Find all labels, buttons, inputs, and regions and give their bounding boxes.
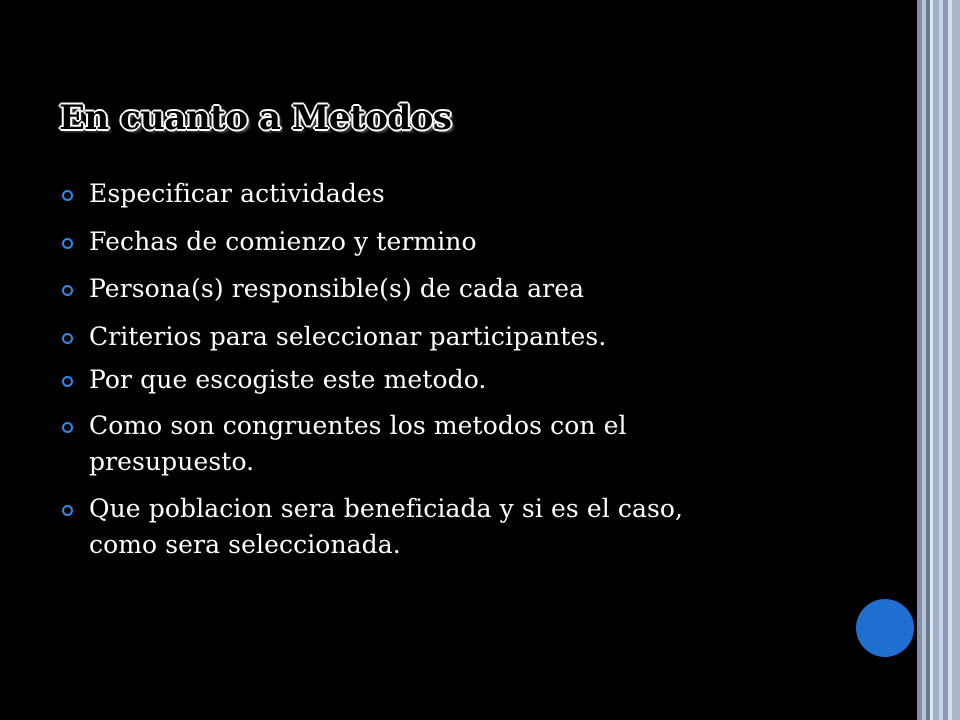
bullet-text: Como son congruentes los metodos con el [89,411,627,440]
bullet-item [89,224,749,260]
bullet-text: Especificar actividades [89,179,385,208]
bullet-circle-icon [62,505,73,516]
bullet-text: Fechas de comienzo y termino [89,227,477,256]
bullet-item [89,176,749,212]
bullet-circle-icon [62,238,73,249]
bullet-circle-icon [62,422,73,433]
bullet-item [89,319,749,355]
bullet-text: Criterios para seleccionar participantes. [89,322,607,351]
slide-title: En cuanto a Metodos [59,98,452,138]
bullet-item [89,362,749,398]
bullet-text: Que poblacion sera beneficiada y si es el caso, [89,494,684,523]
bullet-text: Por que escogiste este metodo. [89,365,487,394]
bullet-circle-icon [62,285,73,296]
bullet-text-continued: como sera seleccionada. [89,530,401,559]
bullet-item [89,408,749,480]
bullet-item [89,491,749,563]
bullet-item [89,271,749,307]
bullet-text-continued: presupuesto. [89,447,255,476]
bullet-text: Persona(s) responsible(s) de cada area [89,274,585,303]
bullet-circle-icon [62,190,73,201]
bullet-circle-icon [62,333,73,344]
bullet-circle-icon [62,376,73,387]
